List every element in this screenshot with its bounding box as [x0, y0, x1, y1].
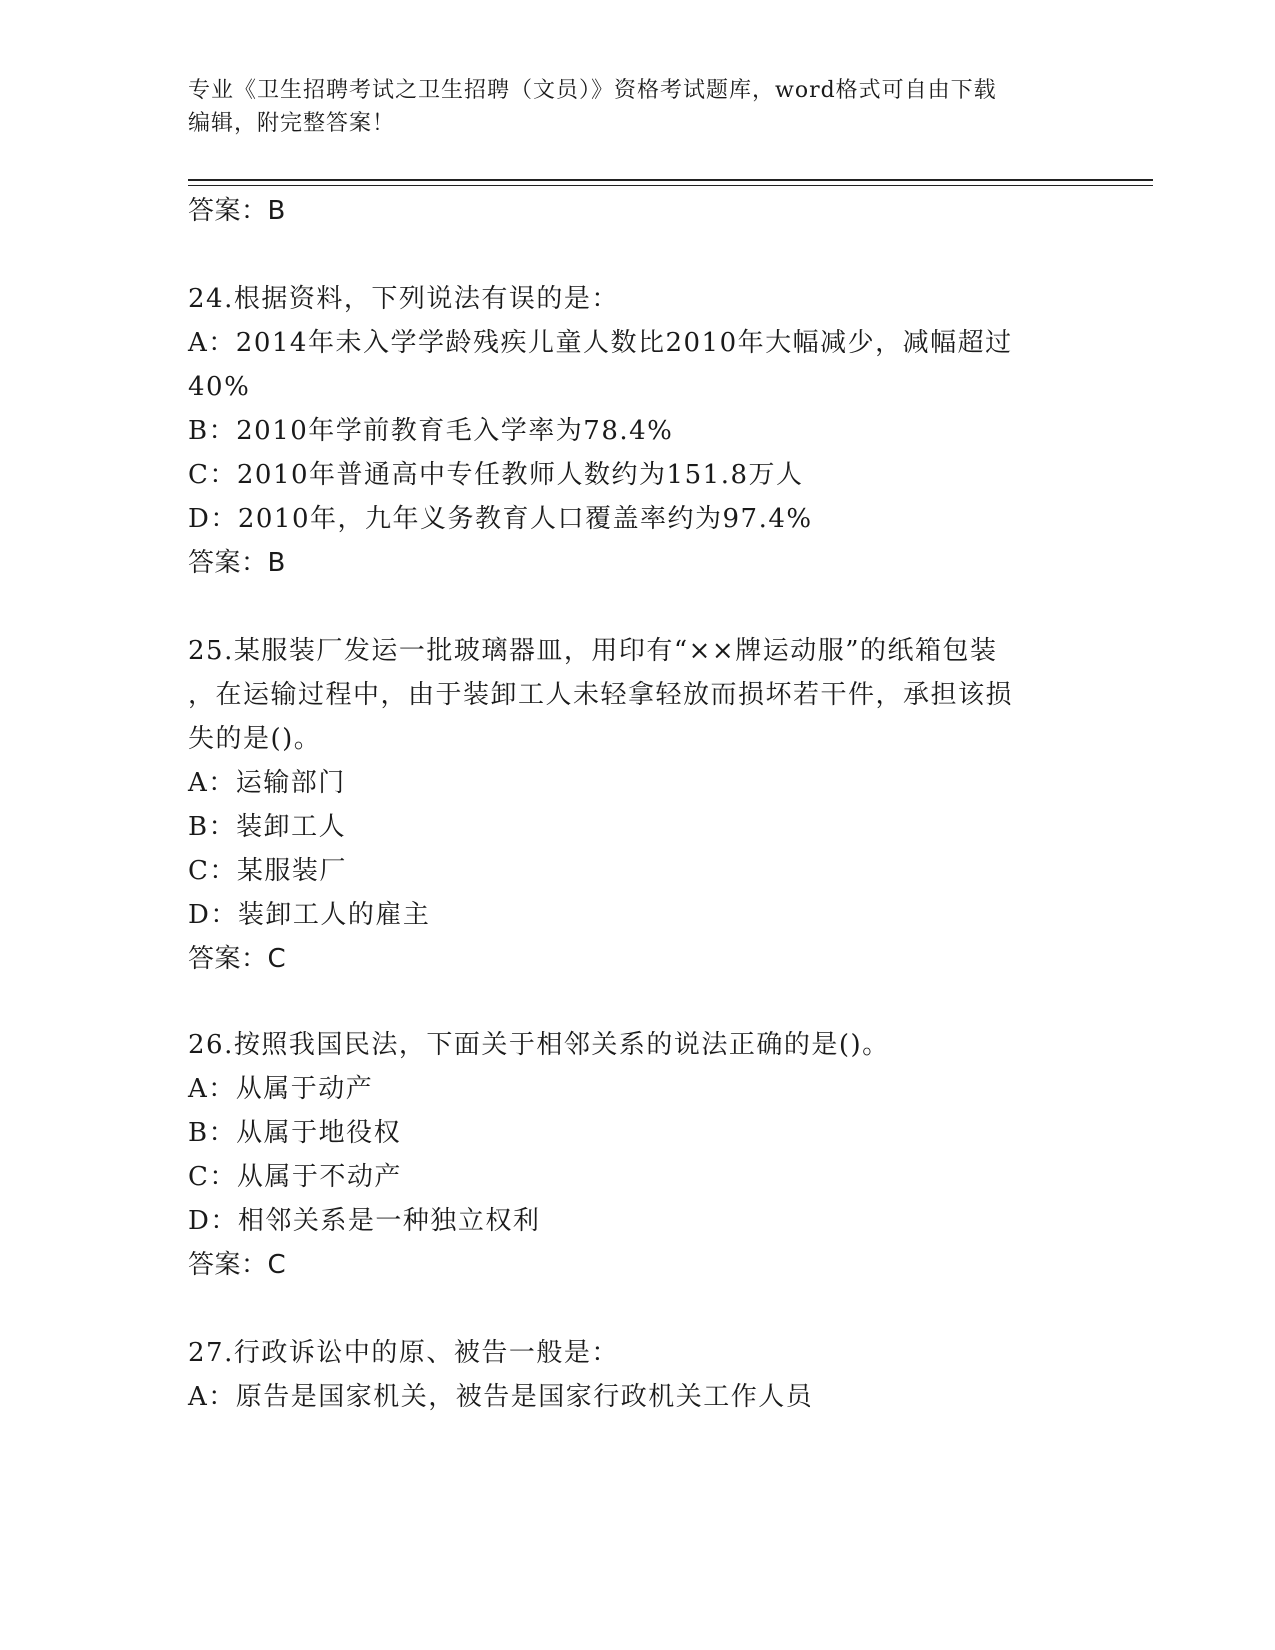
question-24-answer: 答案：B — [188, 548, 286, 578]
question-24-stem: 24.根据资料，下列说法有误的是： — [188, 284, 619, 314]
question-25-option-c: C：某服装厂 — [188, 856, 347, 886]
header-line-2: 编辑，附完整答案！ — [188, 111, 396, 136]
question-27-option-a: A：原告是国家机关，被告是国家行政机关工作人员 — [188, 1382, 814, 1412]
previous-answer: 答案：B — [188, 196, 286, 226]
question-25-answer: 答案：C — [188, 944, 287, 974]
question-24-option-c: C：2010年普通高中专任教师人数约为151.8万人 — [188, 460, 804, 490]
header-line-1: 专业《卫生招聘考试之卫生招聘（文员）》资格考试题库，word格式可自由下载 — [188, 78, 997, 103]
question-26-option-d: D：相邻关系是一种独立权利 — [188, 1206, 541, 1236]
document-header — [188, 74, 1088, 140]
header-divider-thin — [188, 185, 1153, 186]
question-26-option-b: B：从属于地役权 — [188, 1118, 402, 1148]
header-divider-thick — [188, 179, 1153, 181]
question-24-option-b: B：2010年学前教育毛入学率为78.4% — [188, 416, 674, 446]
question-24-option-d: D：2010年，九年义务教育人口覆盖率约为97.4% — [188, 504, 813, 534]
question-24-option-a: A：2014年未入学学龄残疾儿童人数比2010年大幅减少，减幅超过 — [188, 328, 1013, 358]
question-25-option-a: A：运输部门 — [188, 768, 346, 798]
question-25-stem-line-1: 25.某服装厂发运一批玻璃器皿，用印有“××牌运动服”的纸箱包装 — [188, 636, 998, 666]
question-26-option-a: A：从属于动产 — [188, 1074, 374, 1104]
question-25-stem-line-3: 失的是()。 — [188, 724, 322, 754]
question-26-stem: 26.按照我国民法，下面关于相邻关系的说法正确的是()。 — [188, 1030, 890, 1060]
question-24-option-a-cont: 40% — [188, 372, 251, 402]
question-27-stem: 27.行政诉讼中的原、被告一般是： — [188, 1338, 619, 1368]
question-26-answer: 答案：C — [188, 1250, 287, 1280]
question-25-option-b: B：装卸工人 — [188, 812, 347, 842]
question-25-option-d: D：装卸工人的雇主 — [188, 900, 431, 930]
question-25-stem-line-2: ，在运输过程中，由于装卸工人未轻拿轻放而损坏若干件，承担该损 — [188, 680, 1014, 710]
question-26-option-c: C：从属于不动产 — [188, 1162, 402, 1192]
